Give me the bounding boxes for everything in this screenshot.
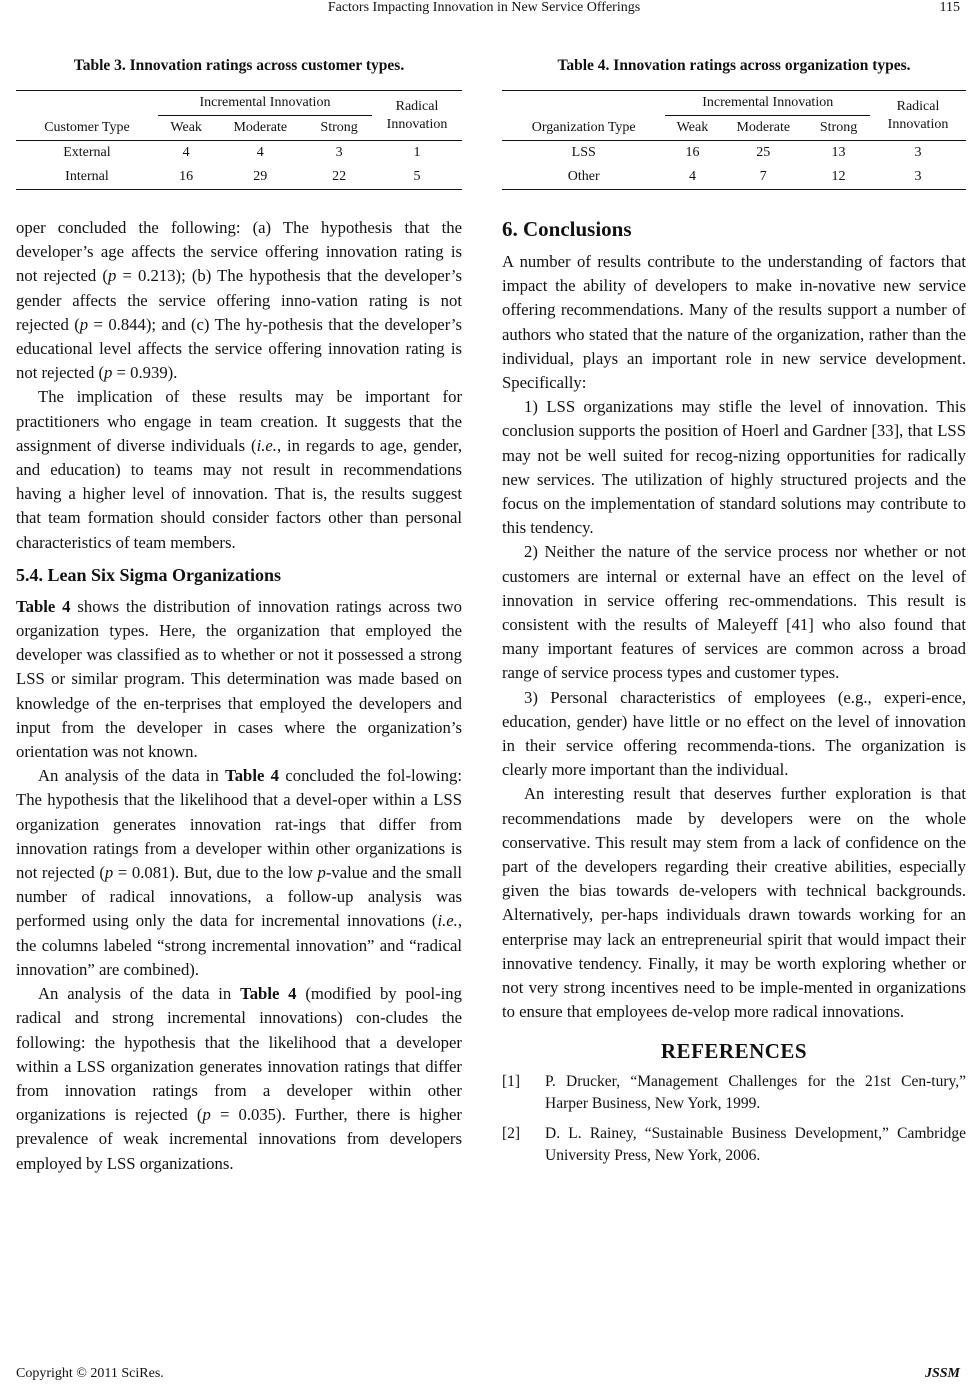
- table-row: [16, 165, 462, 190]
- table4-cell: 16: [685, 145, 700, 160]
- paragraph: [16, 595, 462, 764]
- text-run: = 0.844); and (c) The hy-pothesis that the developer’s educational level affects the service offering innovation rating is not rejected (: [16, 314, 462, 383]
- table3-col-type: Customer Type: [16, 116, 158, 141]
- text-run: -value and the small number of radical innovations, a follow-up analysis was performed using only the data for incremental innovations (: [16, 863, 462, 931]
- table4-col-type: Organization Type: [502, 116, 665, 141]
- copyright-notice: Copyright © 2011 SciRes.: [16, 1366, 164, 1381]
- table4-cell: 12: [807, 165, 870, 190]
- text-run: The implication of these results may be important for practitioners who engage in team creation. It suggests that the assignment of diverse individuals (: [16, 387, 462, 455]
- paragraph: 2) Neither the nature of the service process nor whether or not customers are internal or external have an effect on the level of innovation in service offering rec-ommendations. This result is consistent with the results of Maleyeff [41] who also found that many important features of services are common across a broad range of service process types and customer types.: [502, 542, 966, 683]
- running-header: [0, 0, 968, 22]
- table3-cell: 16: [158, 165, 215, 190]
- table3-cell: Internal: [16, 165, 158, 190]
- references-heading: REFERENCES: [660, 1038, 808, 1063]
- table3-col-weak: Weak: [158, 116, 215, 141]
- reference-number: [2]: [502, 1124, 521, 1142]
- reference-item: [502, 1123, 966, 1167]
- reference-text: D. L. Rainey, “Sustainable Business Development,” Cambridge University Press, New York, 2006.: [545, 1124, 966, 1164]
- table4-cell: LSS: [571, 145, 596, 160]
- table4-incremental-header: Incremental Innovation: [665, 91, 870, 116]
- paragraph: 1) LSS organizations may stifle the level of innovation. This conclusion supports the position of Hoerl and Gardner [33], that LSS may not be well suited for recog-nizing opportunities for radically new services. The utilization of highly structured projects and the focus on the implementation of standard solutions may contribute to this tendency.: [502, 397, 966, 538]
- table3-header-row-1: [16, 91, 462, 116]
- paragraph: [16, 764, 462, 982]
- paragraph: [16, 385, 462, 554]
- table-row: [16, 141, 462, 166]
- ie-abbrev: i.e.: [256, 435, 277, 455]
- table3-cell: External: [63, 145, 111, 160]
- reference-item: [502, 1071, 966, 1115]
- table4-cell: 3: [914, 145, 922, 160]
- table3-cell: 4: [182, 145, 190, 160]
- table4-cell: 4: [665, 165, 719, 190]
- table4-header-row-1: [502, 91, 966, 116]
- section-heading-5-4: 5.4. Lean Six Sigma Organizations: [16, 564, 282, 585]
- table3-cell: 5: [372, 165, 462, 190]
- table4-col-strong: Strong: [807, 116, 870, 141]
- table4-caption: Table 4. Innovation ratings across organization types.: [557, 57, 911, 74]
- text-run: shows the distribution of innovation ratings across two organization types. Here, the organization that employed the developer was classified as to whether or not it possessed a strong LSS or similar program. This determination was made based on knowledge of the en-terprises that employed the developers and input from the developer in cases where the organization’s orientation was not known.: [16, 596, 463, 762]
- table4-cell: 3: [870, 165, 966, 190]
- text-run: , in regards to age, gender, and education) to teams may not result in recommendations having a higher level of innovation. That is, the results suggest that team formation should consider factors other than personal characteristics of team members.: [16, 435, 462, 552]
- text-run: = 0.213); (b) The hypothesis that the developer’s gender affects the service offering inno-vation rating is not rejected (: [16, 266, 462, 334]
- ie-abbrev: i.e.: [437, 911, 458, 931]
- table3-empty-cell: [16, 91, 158, 116]
- right-column: [502, 56, 966, 1175]
- table-ref: Table 4: [16, 596, 71, 616]
- table4-cell: 25: [756, 145, 771, 160]
- text-run: An analysis of the data in: [38, 984, 241, 1004]
- p-symbol: p: [104, 363, 113, 383]
- running-title: Factors Impacting Innovation in New Service Offerings: [327, 0, 641, 15]
- table3-cell: 1: [413, 145, 421, 160]
- table3-col-strong: Strong: [306, 116, 372, 141]
- text-run: = 0.939).: [112, 363, 178, 383]
- table-row: [502, 165, 966, 190]
- table3-cell: 29: [214, 165, 306, 190]
- page-number: 115: [939, 0, 960, 15]
- p-symbol: p: [317, 863, 326, 883]
- section-heading-6: 6. Conclusions: [502, 217, 632, 241]
- table4-col-weak: Weak: [665, 116, 719, 141]
- table3-cell: 3: [335, 145, 343, 160]
- table4-cell: 7: [719, 165, 807, 190]
- paragraph: [16, 982, 462, 1176]
- table3-radical-header: Radical Innovation: [372, 91, 462, 141]
- text-run: , the columns labeled “strong incremental innovation” and “radical innovation” are combined).: [16, 911, 462, 979]
- left-column: [16, 56, 462, 1176]
- p-symbol: p: [79, 314, 89, 334]
- text-run: concluded the fol-lowing: The hypothesis that the likelihood that a devel-oper within a LSS organization generates innovation rat-ings that differ from innovation ratings from a developer within other organizations is not rejected (: [16, 766, 462, 883]
- p-symbol: p: [202, 1105, 211, 1125]
- table4: [502, 90, 966, 190]
- table3-cell: 4: [256, 145, 264, 160]
- table3: [16, 90, 462, 190]
- paragraph: [16, 216, 462, 385]
- table3-cell: 22: [306, 165, 372, 190]
- table4-radical-header: Radical Innovation: [870, 91, 966, 141]
- text-run: oper concluded the following: (a) The hypothesis that the developer’s age affects the service offering innovation rating is not rejected (: [16, 218, 462, 286]
- p-symbol: p: [104, 863, 114, 883]
- text-run: An analysis of the data in: [38, 766, 226, 786]
- reference-text: P. Drucker, “Management Challenges for the 21st Cen-tury,” Harper Business, New York, 1999.: [545, 1072, 966, 1112]
- table-ref: Table 4: [225, 766, 280, 786]
- table-row: [502, 141, 966, 166]
- paragraph: An interesting result that deserves further exploration is that recommendations made by developers were on the whole conservative. This result may stem from a lack of confidence on the part of the developers regarding their creative abilities, especially given the bias towards de-velopers with technical backgrounds. Alternatively, per-haps individuals drawn towards working for an enterprise may lack an entrepreneurial spirit that would impact their innovative tendency. Finally, it may be worth exploring whether or not very strong incentives need to be imple-mented in organizations to ensure that employees de-velop more radical innovations.: [502, 784, 966, 1022]
- text-run: = 0.035). Further, there is higher prevalence of weak incremental innovations from developers employed by LSS organizations.: [16, 1105, 462, 1173]
- table3-caption: Table 3. Innovation ratings across customer types.: [73, 57, 405, 74]
- paragraph: A number of results contribute to the understanding of factors that impact the ability of developers to make in-novative new service offering recommendations. Many of the results support a number of authors who stated that the nature of the organization, rather than the individual, plays an important role in new service development. Specifically:: [502, 252, 966, 393]
- paragraph: 3) Personal characteristics of employees (e.g., experi-ence, education, gender) have little or no effect on the level of innovation in their service offering recommenda-tions. The organization is clearly more important than the individual.: [502, 687, 966, 780]
- text-run: (modified by pool-ing radical and strong incremental innovations) con-cludes the following: the hypothesis that the likelihood that a developer within a LSS organization generates innovation ratings that differ from innovation ratings from a developer within other organizations is rejected (: [16, 984, 462, 1125]
- table4-cell: Other: [502, 165, 665, 190]
- text-run: = 0.081). But, due to the low: [113, 863, 318, 883]
- table-ref: Table 4: [240, 984, 297, 1004]
- table4-empty-cell: [502, 91, 665, 116]
- journal-abbrev: JSSM: [924, 1366, 960, 1381]
- table3-incremental-header: Incremental Innovation: [158, 91, 372, 116]
- table3-col-moderate: Moderate: [214, 116, 306, 141]
- table4-col-moderate: Moderate: [719, 116, 807, 141]
- table4-cell: 13: [831, 145, 846, 160]
- p-symbol: p: [107, 266, 117, 286]
- reference-number: [1]: [502, 1072, 521, 1090]
